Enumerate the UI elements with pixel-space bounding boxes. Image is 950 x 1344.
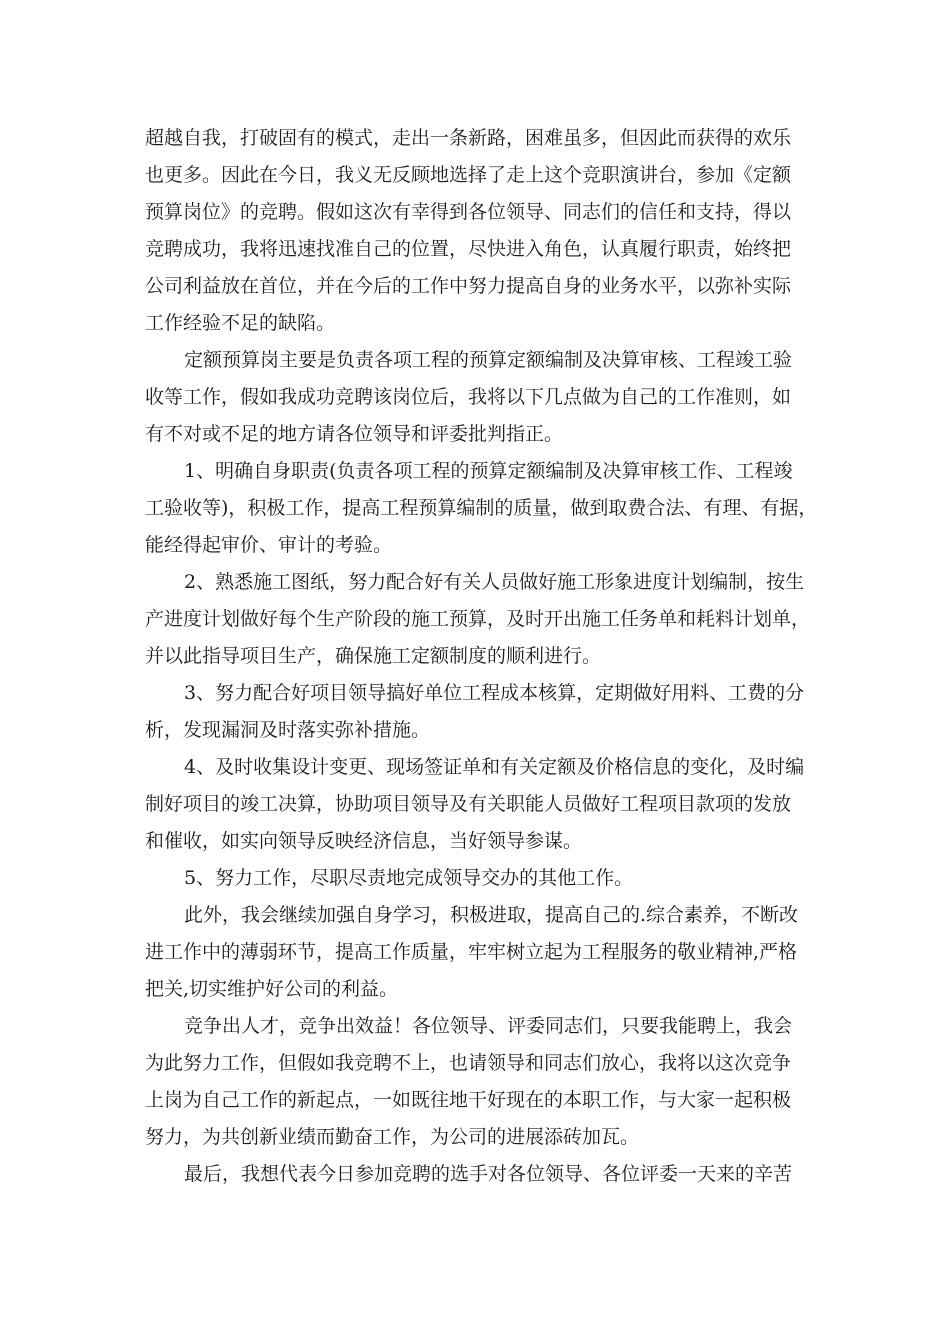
text-line: 并以此指导项目生产，确保施工定额制度的顺利进行。 bbox=[145, 645, 602, 667]
text-line: 有不对或不足的地方请各位领导和评委批判指正。 bbox=[145, 423, 564, 445]
text-line: 最后，我想代表今日参加竞聘的选手对各位领导、各位评委一天来的辛苦 bbox=[184, 1163, 793, 1185]
text-line: 制好项目的竣工决算，协助项目领导及有关职能人员做好工程项目款项的发放 bbox=[145, 793, 792, 815]
text-line: 能经得起审价、审计的考验。 bbox=[145, 534, 393, 556]
text-line: 和催收，如实向领导反映经济信息，当好领导参谋。 bbox=[145, 830, 583, 852]
text-line: 1、明确自身职责(负责各项工程的预算定额编制及决算审核工作、工程竣 bbox=[184, 460, 793, 482]
text-line: 预算岗位》的竞聘。假如这次有幸得到各位领导、同志们的信任和支持，得以 bbox=[145, 201, 792, 223]
text-line: 收等工作，假如我成功竞聘该岗位后，我将以下几点做为自己的工作准则，如 bbox=[145, 386, 792, 408]
text-line: 竞争出人才，竞争出效益！各位领导、评委同志们，只要我能聘上，我会 bbox=[184, 1015, 793, 1037]
text-line: 2、熟悉施工图纸，努力配合好有关人员做好施工形象进度计划编制，按生 bbox=[184, 571, 805, 593]
text-line: 工验收等)，积极工作，提高工程预算编制的质量，做到取费合法、有理、有据， bbox=[145, 497, 818, 519]
text-line: 公司利益放在首位，并在今后的工作中努力提高自身的业务水平，以弥补实际 bbox=[145, 275, 792, 297]
text-line: 5、努力工作，尽职尽责地完成领导交办的其他工作。 bbox=[184, 867, 634, 889]
text-line: 3、努力配合好项目领导搞好单位工程成本核算，定期做好用料、工费的分 bbox=[184, 682, 805, 704]
text-line: 把关,切实维护好公司的利益。 bbox=[145, 978, 399, 1000]
text-line: 工作经验不足的缺陷。 bbox=[145, 312, 336, 334]
text-line: 产进度计划做好每个生产阶段的施工预算，及时开出施工任务单和耗料计划单， bbox=[145, 608, 811, 630]
text-line: 也更多。因此在今日，我义无反顾地选择了走上这个竞职演讲台，参加《定额 bbox=[145, 164, 792, 186]
document-body bbox=[145, 120, 825, 1193]
text-line: 超越自我，打破固有的模式，走出一条新路，困难虽多，但因此而获得的欢乐 bbox=[145, 127, 792, 149]
text-line: 为此努力工作，但假如我竞聘不上，也请领导和同志们放心，我将以这次竞争 bbox=[145, 1052, 792, 1074]
text-line: 析，发现漏洞及时落实弥补措施。 bbox=[145, 719, 431, 741]
text-line: 竞聘成功，我将迅速找准自己的位置，尽快进入角色，认真履行职责，始终把 bbox=[145, 238, 792, 260]
text-line: 此外，我会继续加强自身学习，积极进取，提高自己的.综合素养，不断改 bbox=[184, 904, 799, 926]
text-line: 努力，为共创新业绩而勤奋工作，为公司的进展添砖加瓦。 bbox=[145, 1126, 640, 1148]
text-line: 上岗为自己工作的新起点，一如既往地干好现在的本职工作，与大家一起积极 bbox=[145, 1089, 792, 1111]
text-line: 4、及时收集设计变更、现场签证单和有关定额及价格信息的变化，及时编 bbox=[184, 756, 805, 778]
text-line: 定额预算岗主要是负责各项工程的预算定额编制及决算审核、工程竣工验 bbox=[184, 349, 793, 371]
text-line: 进工作中的薄弱环节，提高工作质量，牢牢树立起为工程服务的敬业精神,严格 bbox=[145, 941, 798, 963]
